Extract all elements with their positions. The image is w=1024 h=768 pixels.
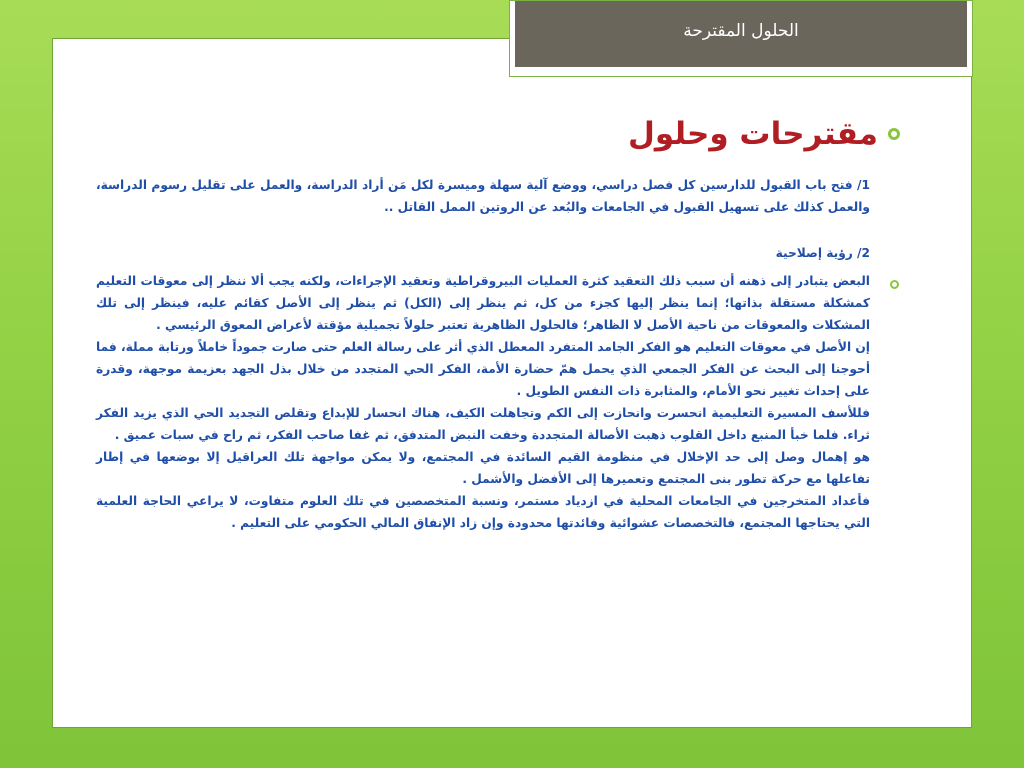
paragraph: البعض يتبادر إلى ذهنه أن سبب ذلك التعقيد كثرة العمليات البيروقراطية وتعقيد الإجراءات، ولكنه يجب ألا ننظر إلى معوقات التعليم كمشكلة مستقلة بذاتها؛ إنما ينظر إليها كجزء من كل، ثم ينظر إلى (الكل) ثم ينظر إلى الأصل كقائم عليه، فينظر إلى تلك المشكلات والمعوقات من ناحية الأصل لا الظاهر؛ فالحلول الظاهرية تعتبر حلولاً تجميلية مؤقتة لأعراض المعوق الرئيسي . [96, 274, 870, 332]
paragraph: هو إهمال وصل إلى حد الإخلال في منظومة القيم السائدة في المجتمع، ولا يمكن مواجهة تلك العراقيل إلا بوضعها في إطار تفاعلها مع حركة تطور بنى المجتمع وتعميرها إلى الأفضل والأشمل . [96, 450, 870, 486]
paragraph: فللأسف المسيرة التعليمية انحسرت وانحازت إلى الكم وتجاهلت الكيف، هناك انحسار للإبداع وتقلص التجديد الحي الذي يزيد الفكر ثراء. فلما خبأ المنبع داخل القلوب ذهبت الأصالة المتجددة وخفت النبض المتدفق، ثم غفا صاحب الفكر، ثم راح في سبات عميق . [96, 406, 870, 442]
slide-heading: مقترحات وحلول [628, 116, 878, 152]
title-frame [509, 0, 973, 77]
point-2-title: 2/ رؤية إصلاحية [775, 246, 870, 260]
heading-row [560, 110, 900, 158]
point-1-text: 1/ فتح باب القبول للدارسين كل فصل دراسي، ووضع آلية سهلة وميسرة لكل مَن أراد الدراسة، والعمل على تقليل رسوم الدراسة، والعمل كذلك على تسهيل القبول في الجامعات والبُعد عن الروتين الممل القاتل .. [96, 178, 870, 214]
title-box [515, 1, 967, 67]
reform-vision-body [96, 270, 870, 534]
paragraph: إن الأصل في معوقات التعليم هو الفكر الجامد المتفرد المعطل الذي أثر على رسالة العلم حتى صارت جموداً خاملاً ورتابة مملة، فما أحوجنا إلى البحث عن الفكر الجمعي الذي يحمل همّ حضارة الأمة، الفكر الحي المتجدد من خلال بذل الجهد بعزيمة موجهة، وقدرة على إحداث تغيير نحو الأمام، والمثابرة ذات النفس الطويل . [96, 340, 870, 398]
paragraph: فأعداد المتخرجين في الجامعات المحلية في ازدياد مستمر، ونسبة المتخصصين في تلك العلوم متفاوت، لا يراعي الحاجة العلمية التي يحتاجها المجتمع، فالتخصصات عشوائية وفائدتها محدودة وإن زاد الإنفاق المالي الحكومي على التعليم . [96, 494, 870, 530]
slide-title: الحلول المقترحة [683, 21, 799, 41]
bullet-ring-icon [890, 280, 899, 289]
bullet-ring-icon [888, 128, 900, 140]
